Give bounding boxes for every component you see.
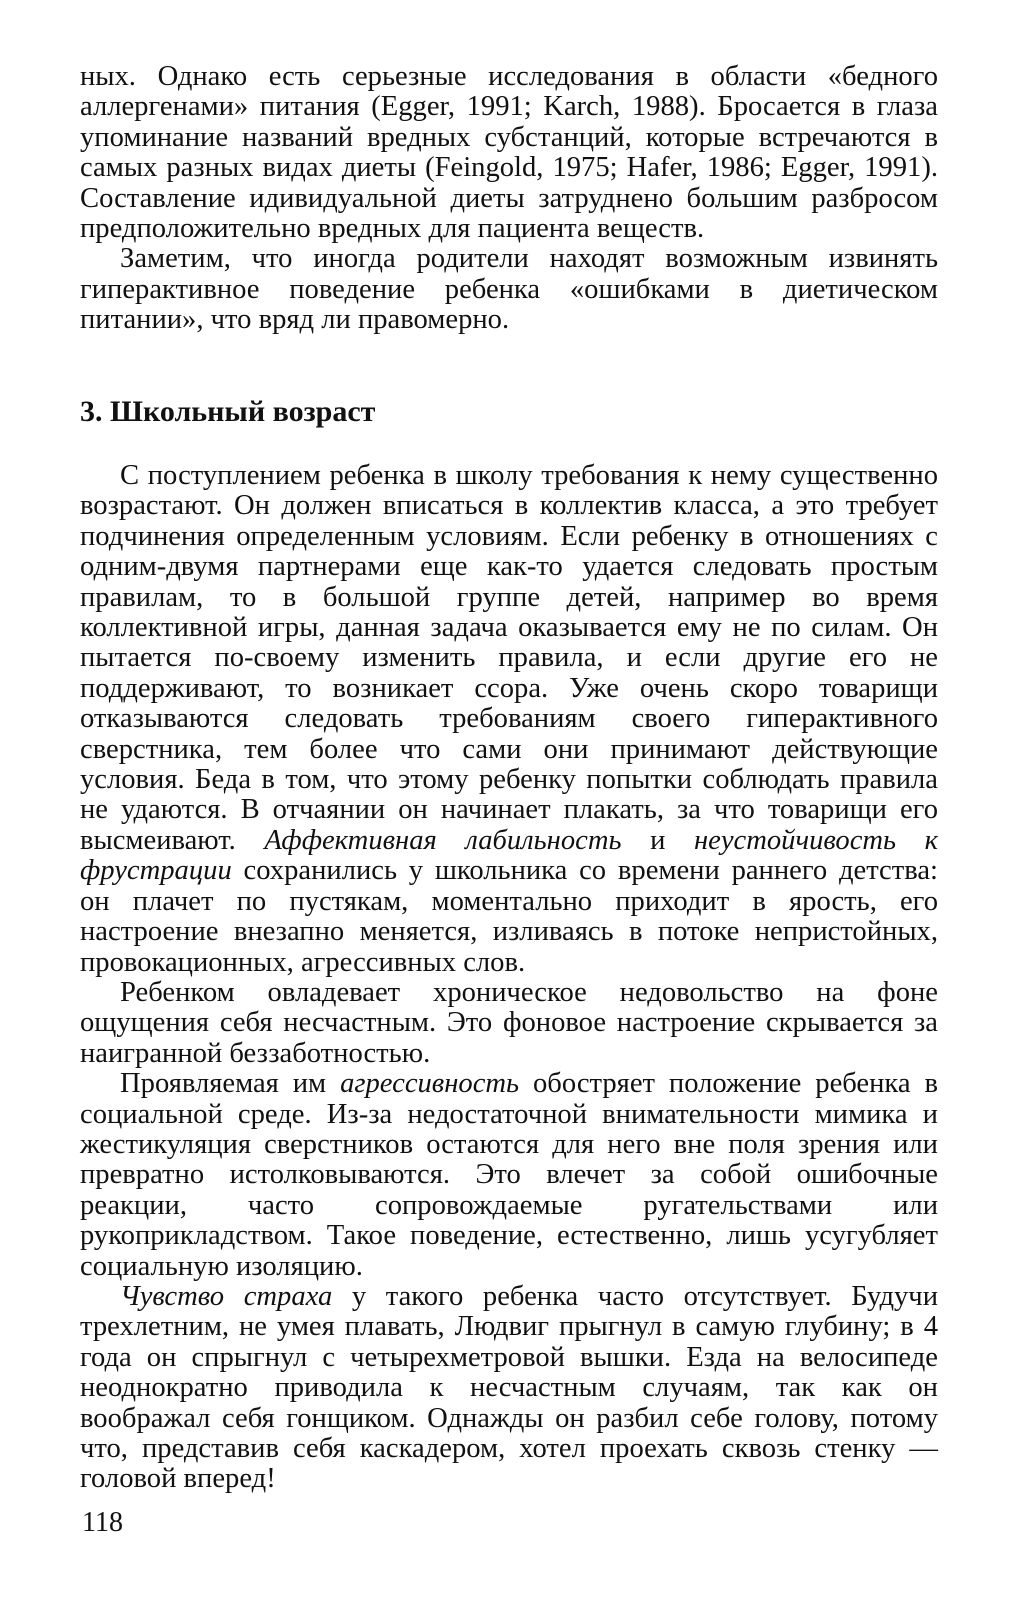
page-number: 118 xyxy=(82,1507,123,1538)
intro-paragraph-2: Заметим, что иногда родители находят возможным извинять гиперактивное поведение ребенка «ошибками в диетическом питании», что вряд ли правомерно. xyxy=(80,243,938,336)
section-paragraph-3-text-b: обостряет положение ребенка в социальной среде. Из-за недостаточной внимательности мимика и жестикуляция сверстников остаются для него вне поля зрения или превратно истолковываются. Это влечет за собой ошибочные реакции, часто сопровождаемые ругательствами или рукоприкладством. Такое поведение, естественно, лишь усугубляет социальную изоляцию. xyxy=(80,1068,938,1282)
intro-text-block xyxy=(80,62,938,336)
term-sense-of-fear: Чувство страха xyxy=(120,1280,333,1312)
section-heading: 3. Школьный возраст xyxy=(80,395,376,428)
section-paragraph-4-text-b: у такого ребенка часто отсутствует. Будучи трехлетним, не умея плавать, Людвиг прыгнул в самую глубину; в 4 года он спрыгнул с четырехметровой вышки. Езда на велосипеде неоднократно приводила к несчастным случаям, так как он воображал себя гонщиком. Однажды он разбил себе голову, потому что, представив себя каскадером, хотел проехать сквозь стенку — головой вперед! xyxy=(80,1280,938,1495)
section-text-block xyxy=(80,461,938,1495)
section-paragraph-3-text-a: Проявляемая им xyxy=(120,1068,341,1100)
section-paragraph-1-text-b: и xyxy=(621,824,694,856)
section-paragraph-1-text-c: сохранились у школьника со времени раннего детства: он плачет по пустякам, моментально приходит в ярость, его настроение внезапно меняется, изливаясь в потоке непристойных, провокационных, агрессивных слов. xyxy=(80,855,938,978)
section-paragraph-1 xyxy=(80,461,938,978)
term-aggressiveness: агрессивность xyxy=(340,1068,520,1100)
section-paragraph-2: Ребенком овладевает хроническое недовольство на фоне ощущения себя несчастным. Это фоновое настроение скрывается за наигранной беззаботностью. xyxy=(80,976,938,1069)
term-frustration-intolerance: неустойчивость к фрустрации xyxy=(80,824,939,887)
section-paragraph-4 xyxy=(80,1282,938,1495)
intro-paragraph-1: ных. Однако есть серьезные исследования в области «бедного аллергенами» питания (Egger, 1991; Karch, 1988). Бросается в глаза упоминание названий вредных субстанций, которые встречаются в самых разных видах диеты (Feingold, 1975; Hafer, 1986; Egger, 1991). Составление идивидуальной диеты затруднено большим разбросом предположительно вредных для пациента веществ. xyxy=(80,61,938,245)
term-affective-lability: Аффективная лабильность xyxy=(264,824,622,856)
section-paragraph-1-text-a: С поступлением ребенка в школу требования к нему существенно возрастают. Он должен вписаться в коллектив класса, а это требует подчинения определенным условиям. Если ребенку в отношениях с одним-двумя партнерами еще как-то удается следовать простым правилам, то в большой группе детей, например во время коллективной игры, данная задача оказывается ему не по силам. Он пытается по-своему изменить правила, и если другие его не поддерживают, то возникает ссора. Уже очень скоро товарищи отказываются следовать требованиям своего гиперактивного сверстника, тем более что сами они принимают действующие условия. Беда в том, что этому ребенку попытки соблюдать правила не удаются. В отчаянии он начинает плакать, за что товарищи его высмеивают. xyxy=(80,460,938,856)
section-paragraph-3 xyxy=(80,1069,938,1282)
